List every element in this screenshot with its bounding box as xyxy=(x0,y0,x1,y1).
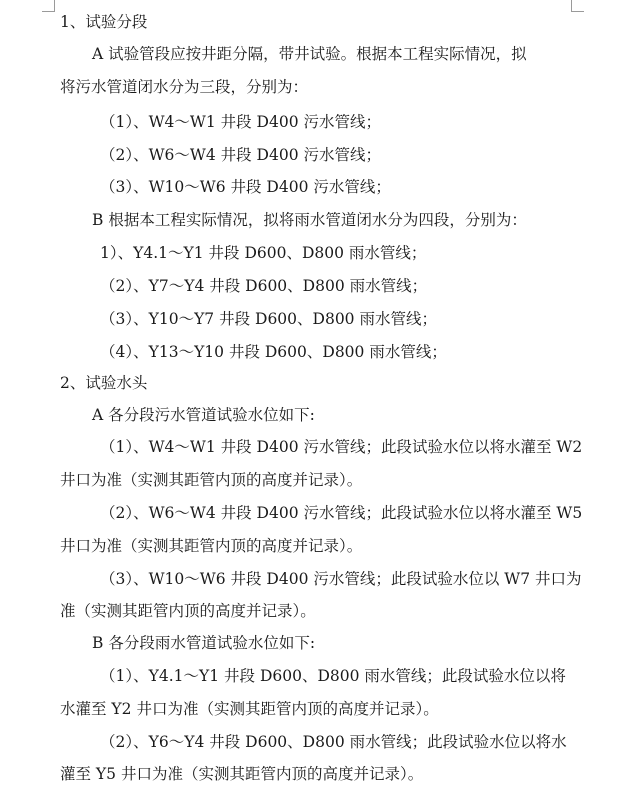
list-item: （2）、W6～W4 井段 D400 污水管线； xyxy=(100,146,381,164)
paragraph-line: 井口为准（实测其距管内顶的高度并记录）。 xyxy=(60,537,363,555)
paragraph-line: 将污水管道闭水分为三段，分别为： xyxy=(60,78,309,96)
paragraph-line: A 试验管段应按井距分隔，带井试验。根据本工程实际情况，拟 xyxy=(92,45,527,63)
paragraph-line: B 各分段雨水管道试验水位如下: xyxy=(92,634,316,652)
paragraph-line: 水灌至 Y2 井口为准（实测其距管内顶的高度并记录）。 xyxy=(60,700,439,718)
paragraph-line: （1）、W4～W1 井段 D400 污水管线；此段试验水位以将水灌至 W2 xyxy=(100,438,583,456)
paragraph-line: （3）、W10～W6 井段 D400 污水管线；此段试验水位以 W7 井口为 xyxy=(100,570,582,588)
paragraph-line: 灌至 Y5 井口为准（实测其距管内顶的高度并记录）。 xyxy=(60,765,424,783)
paragraph-line: A 各分段污水管道试验水位如下: xyxy=(92,406,315,424)
margin-corner-mark-left xyxy=(42,0,55,12)
paragraph-line: 准（实测其距管内顶的高度并记录）。 xyxy=(60,602,316,620)
paragraph-line: （2）、Y6～Y4 井段 D600、D800 雨水管线；此段试验水位以将水 xyxy=(100,733,567,751)
paragraph-line: （2）、W6～W4 井段 D400 污水管线；此段试验水位以将水灌至 W5 xyxy=(100,504,583,522)
list-item: （1）、W4～W1 井段 D400 污水管线； xyxy=(100,113,381,131)
list-item: （2）、Y7～Y4 井段 D600、D800 雨水管线； xyxy=(100,277,428,295)
section-heading-1: 1、试验分段 xyxy=(60,13,148,31)
paragraph-line: B 根据本工程实际情况，拟将雨水管道闭水分为四段，分别为： xyxy=(92,211,527,229)
list-item: 1）、Y4.1～Y1 井段 D600、D800 雨水管线； xyxy=(100,244,427,262)
paragraph-line: 井口为准（实测其距管内顶的高度并记录）。 xyxy=(60,471,363,489)
paragraph-line: （1）、Y4.1～Y1 井段 D600、D800 雨水管线；此段试验水位以将 xyxy=(100,667,566,685)
list-item: （4）、Y13～Y10 井段 D600、D800 雨水管线； xyxy=(100,343,447,361)
section-heading-2: 2、试验水头 xyxy=(60,374,148,392)
list-item: （3）、W10～W6 井段 D400 污水管线； xyxy=(100,178,391,196)
list-item: （3）、Y10～Y7 井段 D600、D800 雨水管线； xyxy=(100,310,437,328)
margin-corner-mark-right xyxy=(571,0,584,12)
